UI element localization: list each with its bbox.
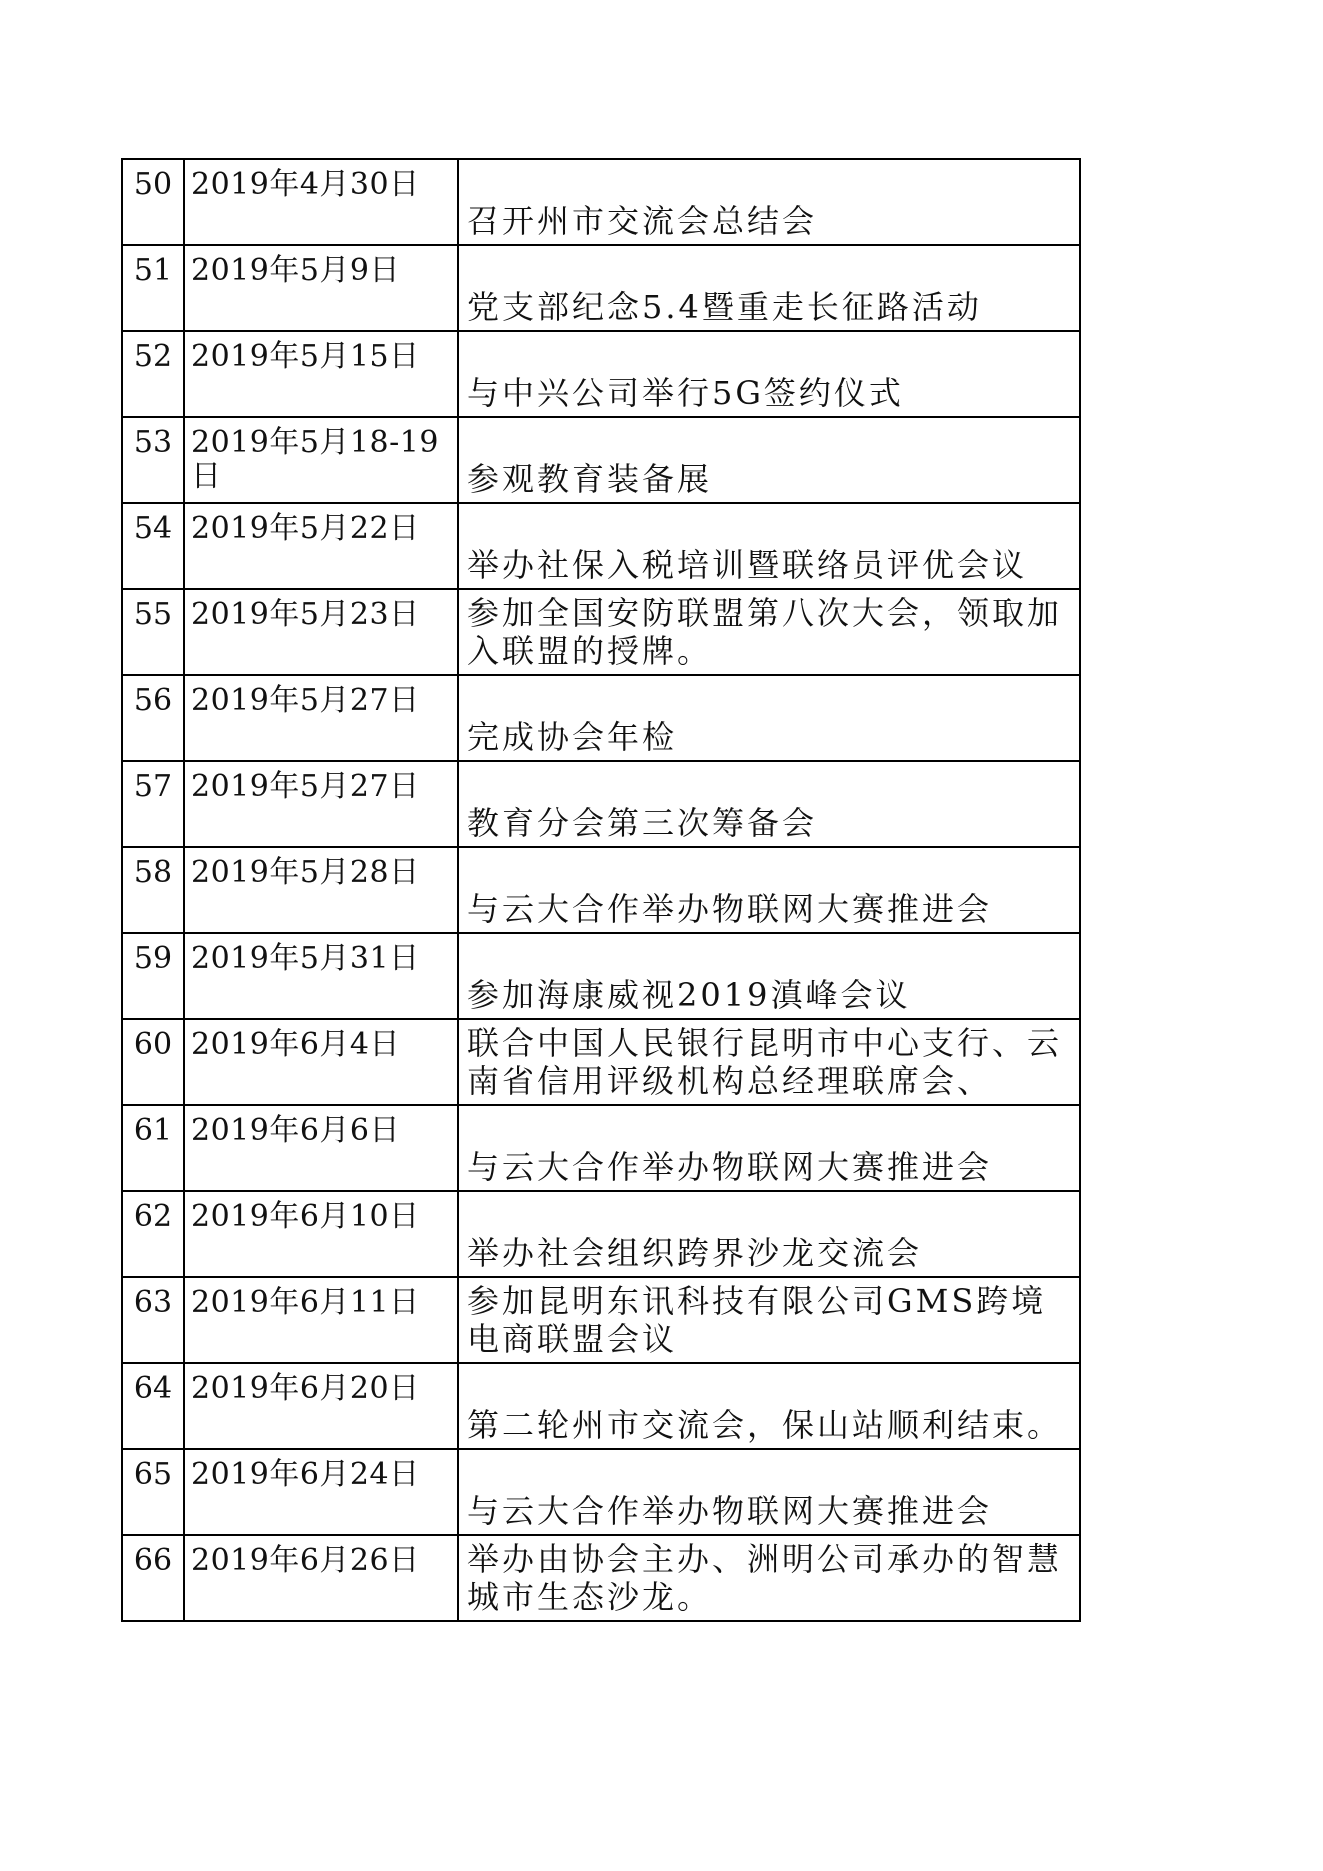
row-event-cell — [458, 1535, 1080, 1621]
row-date: 2019年4月30日 — [184, 159, 458, 245]
table-row — [122, 1277, 1080, 1363]
row-number: 53 — [122, 417, 184, 503]
row-number: 66 — [122, 1535, 184, 1621]
table-row — [122, 847, 1080, 933]
table-row — [122, 417, 1080, 503]
row-number: 52 — [122, 331, 184, 417]
row-number: 63 — [122, 1277, 184, 1363]
row-number: 57 — [122, 761, 184, 847]
table-row — [122, 503, 1080, 589]
row-number: 51 — [122, 245, 184, 331]
row-date: 2019年6月24日 — [184, 1449, 458, 1535]
row-number: 62 — [122, 1191, 184, 1277]
row-date: 2019年6月20日 — [184, 1363, 458, 1449]
row-date: 2019年5月18-19日 — [184, 417, 458, 503]
table-row — [122, 1019, 1080, 1105]
row-number: 56 — [122, 675, 184, 761]
activity-table-body — [122, 159, 1080, 1621]
row-event: 与中兴公司举行5G签约仪式 — [467, 374, 904, 412]
row-event: 与云大合作举办物联网大赛推进会 — [467, 1492, 993, 1530]
table-row — [122, 245, 1080, 331]
row-event-cell — [458, 1105, 1080, 1191]
row-event-cell — [458, 503, 1080, 589]
row-number: 61 — [122, 1105, 184, 1191]
row-event: 与云大合作举办物联网大赛推进会 — [467, 1148, 993, 1186]
row-number: 55 — [122, 589, 184, 675]
table-row — [122, 331, 1080, 417]
row-event-cell — [458, 1363, 1080, 1449]
row-number: 50 — [122, 159, 184, 245]
row-number: 58 — [122, 847, 184, 933]
row-event: 完成协会年检 — [467, 718, 678, 756]
table-row — [122, 1535, 1080, 1621]
table-row — [122, 675, 1080, 761]
row-event: 教育分会第三次筹备会 — [467, 804, 818, 842]
row-date: 2019年6月6日 — [184, 1105, 458, 1191]
row-event-cell — [458, 1191, 1080, 1277]
row-date: 2019年5月15日 — [184, 331, 458, 417]
row-event-cell — [458, 417, 1080, 503]
row-event-cell — [458, 589, 1080, 675]
row-event: 举办社会组织跨界沙龙交流会 — [467, 1234, 923, 1272]
row-date: 2019年6月11日 — [184, 1277, 458, 1363]
row-date: 2019年6月4日 — [184, 1019, 458, 1105]
row-date: 2019年6月26日 — [184, 1535, 458, 1621]
table-row — [122, 1363, 1080, 1449]
row-event: 参加海康威视2019滇峰会议 — [467, 976, 911, 1014]
row-event-cell — [458, 331, 1080, 417]
row-number: 59 — [122, 933, 184, 1019]
row-event-cell — [458, 1449, 1080, 1535]
row-event: 联合中国人民银行昆明市中心支行、云南省信用评级机构总经理联席会、 — [467, 1024, 1063, 1100]
row-number: 64 — [122, 1363, 184, 1449]
row-event-cell — [458, 245, 1080, 331]
row-event-cell — [458, 847, 1080, 933]
row-event: 参加昆明东讯科技有限公司GMS跨境电商联盟会议 — [467, 1282, 1047, 1358]
activity-table — [121, 158, 1081, 1622]
row-date: 2019年5月28日 — [184, 847, 458, 933]
row-date: 2019年5月27日 — [184, 761, 458, 847]
row-event: 参加全国安防联盟第八次大会，领取加入联盟的授牌。 — [467, 594, 1063, 670]
row-event-cell — [458, 761, 1080, 847]
row-event-cell — [458, 933, 1080, 1019]
row-event: 参观教育装备展 — [467, 460, 713, 498]
row-number: 54 — [122, 503, 184, 589]
row-date: 2019年5月22日 — [184, 503, 458, 589]
row-event: 党支部纪念5.4暨重走长征路活动 — [467, 288, 982, 326]
row-event-cell — [458, 159, 1080, 245]
table-row — [122, 589, 1080, 675]
row-date: 2019年5月23日 — [184, 589, 458, 675]
row-event-cell — [458, 1019, 1080, 1105]
row-date: 2019年5月9日 — [184, 245, 458, 331]
table-row — [122, 1449, 1080, 1535]
row-event: 与云大合作举办物联网大赛推进会 — [467, 890, 993, 928]
row-event: 第二轮州市交流会，保山站顺利结束。 — [467, 1406, 1063, 1444]
row-date: 2019年5月27日 — [184, 675, 458, 761]
table-row — [122, 1105, 1080, 1191]
row-event: 举办社保入税培训暨联络员评优会议 — [467, 546, 1028, 584]
table-row — [122, 159, 1080, 245]
row-event-cell — [458, 1277, 1080, 1363]
row-number: 65 — [122, 1449, 184, 1535]
table-row — [122, 1191, 1080, 1277]
row-event: 召开州市交流会总结会 — [467, 202, 818, 240]
table-row — [122, 761, 1080, 847]
row-event: 举办由协会主办、洲明公司承办的智慧城市生态沙龙。 — [467, 1540, 1063, 1616]
row-event-cell — [458, 675, 1080, 761]
row-date: 2019年6月10日 — [184, 1191, 458, 1277]
row-number: 60 — [122, 1019, 184, 1105]
row-date: 2019年5月31日 — [184, 933, 458, 1019]
table-row — [122, 933, 1080, 1019]
